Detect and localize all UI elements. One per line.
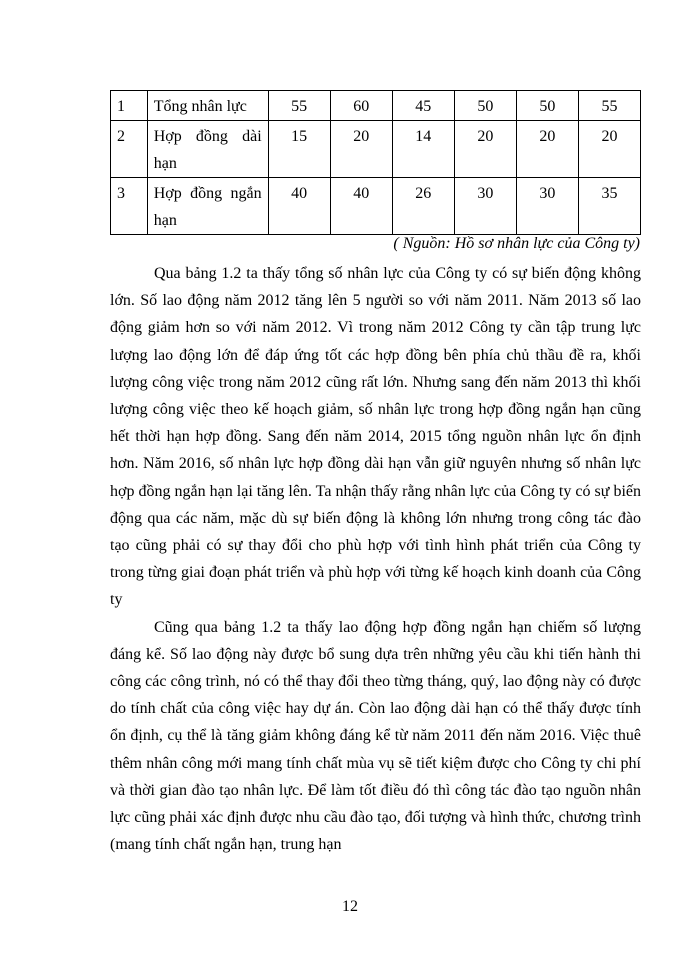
row-index: 1 <box>111 91 148 121</box>
table-cell: 45 <box>392 91 454 121</box>
table-cell: 50 <box>516 91 578 121</box>
table-cell: 30 <box>516 178 578 235</box>
body-text <box>110 260 641 858</box>
table-cell: 55 <box>578 91 640 121</box>
row-label: Hợp đồng dài hạn <box>147 121 268 178</box>
table-cell: 20 <box>454 121 516 178</box>
row-index: 3 <box>111 178 148 235</box>
page-number: 12 <box>342 898 358 915</box>
table-source-note: ( Nguồn: Hồ sơ nhân lực của Công ty) <box>393 235 640 252</box>
table-row <box>111 178 641 235</box>
table-cell: 55 <box>268 91 330 121</box>
table-cell: 20 <box>516 121 578 178</box>
table-cell: 50 <box>454 91 516 121</box>
row-label: Hợp đồng ngắn hạn <box>147 178 268 235</box>
table-cell: 30 <box>454 178 516 235</box>
table-cell: 40 <box>330 178 392 235</box>
workforce-table <box>110 90 641 235</box>
table-cell: 60 <box>330 91 392 121</box>
table-cell: 40 <box>268 178 330 235</box>
table-cell: 35 <box>578 178 640 235</box>
paragraph: Qua bảng 1.2 ta thấy tổng số nhân lực của Công ty có sự biến động không lớn. Số lao động năm 2012 tăng lên 5 người so với năm 2011. Năm 2013 số lao động giảm hơn so với năm 2012. Vì trong năm 2012 Công ty cần tập trung lực lượng lao động lớn để đáp ứng tốt các hợp đồng bên phía chủ thầu đề ra, khối lượng công việc trong năm 2012 cũng rất lớn. Nhưng sang đến năm 2013 thì khối lượng công việc theo kế hoạch giảm, số nhân lực trong hợp đồng ngắn hạn cũng hết thời hạn hợp đồng. Sang đến năm 2014, 2015 tổng nguồn nhân lực ổn định hơn. Năm 2016, số nhân lực hợp đồng dài hạn vẫn giữ nguyên nhưng số nhân lực hợp đồng ngắn hạn lại tăng lên. Ta nhận thấy rằng nhân lực của Công ty có sự biến động qua các năm, mặc dù sự biến động là không lớn nhưng trong công tác đào tạo cũng phải có sự thay đổi cho phù hợp với tình hình phát triển của Công ty trong từng giai đoạn phát triển và phù hợp với từng kế hoạch kinh doanh của Công ty <box>110 265 641 609</box>
table-cell: 26 <box>392 178 454 235</box>
table-cell: 15 <box>268 121 330 178</box>
table-cell: 14 <box>392 121 454 178</box>
table-cell: 20 <box>330 121 392 178</box>
row-index: 2 <box>111 121 148 178</box>
paragraph: Cũng qua bảng 1.2 ta thấy lao động hợp đồng ngắn hạn chiếm số lượng đáng kể. Số lao động này được bổ sung dựa trên những yêu cầu khi tiến hành thi công các công trình, nó có thể thay đổi theo từng tháng, quý, lao động này có được do tính chất của công việc hay dự án. Còn lao động dài hạn có thể thấy được tính ổn định, cụ thể là tăng giảm không đáng kể từ năm 2011 đến năm 2016. Việc thuê thêm nhân công mới mang tính chất mùa vụ sẽ tiết kiệm được cho Công ty chi phí và thời gian đào tạo nhân lực. Để làm tốt điều đó thì công tác đào tạo nguồn nhân lực cũng phải xác định được nhu cầu đào tạo, đối tượng và hình thức, chương trình (mang tính chất ngắn hạn, trung hạn <box>110 618 641 854</box>
table-row <box>111 121 641 178</box>
table-cell: 20 <box>578 121 640 178</box>
row-label: Tổng nhân lực <box>147 91 268 121</box>
table-row <box>111 91 641 121</box>
